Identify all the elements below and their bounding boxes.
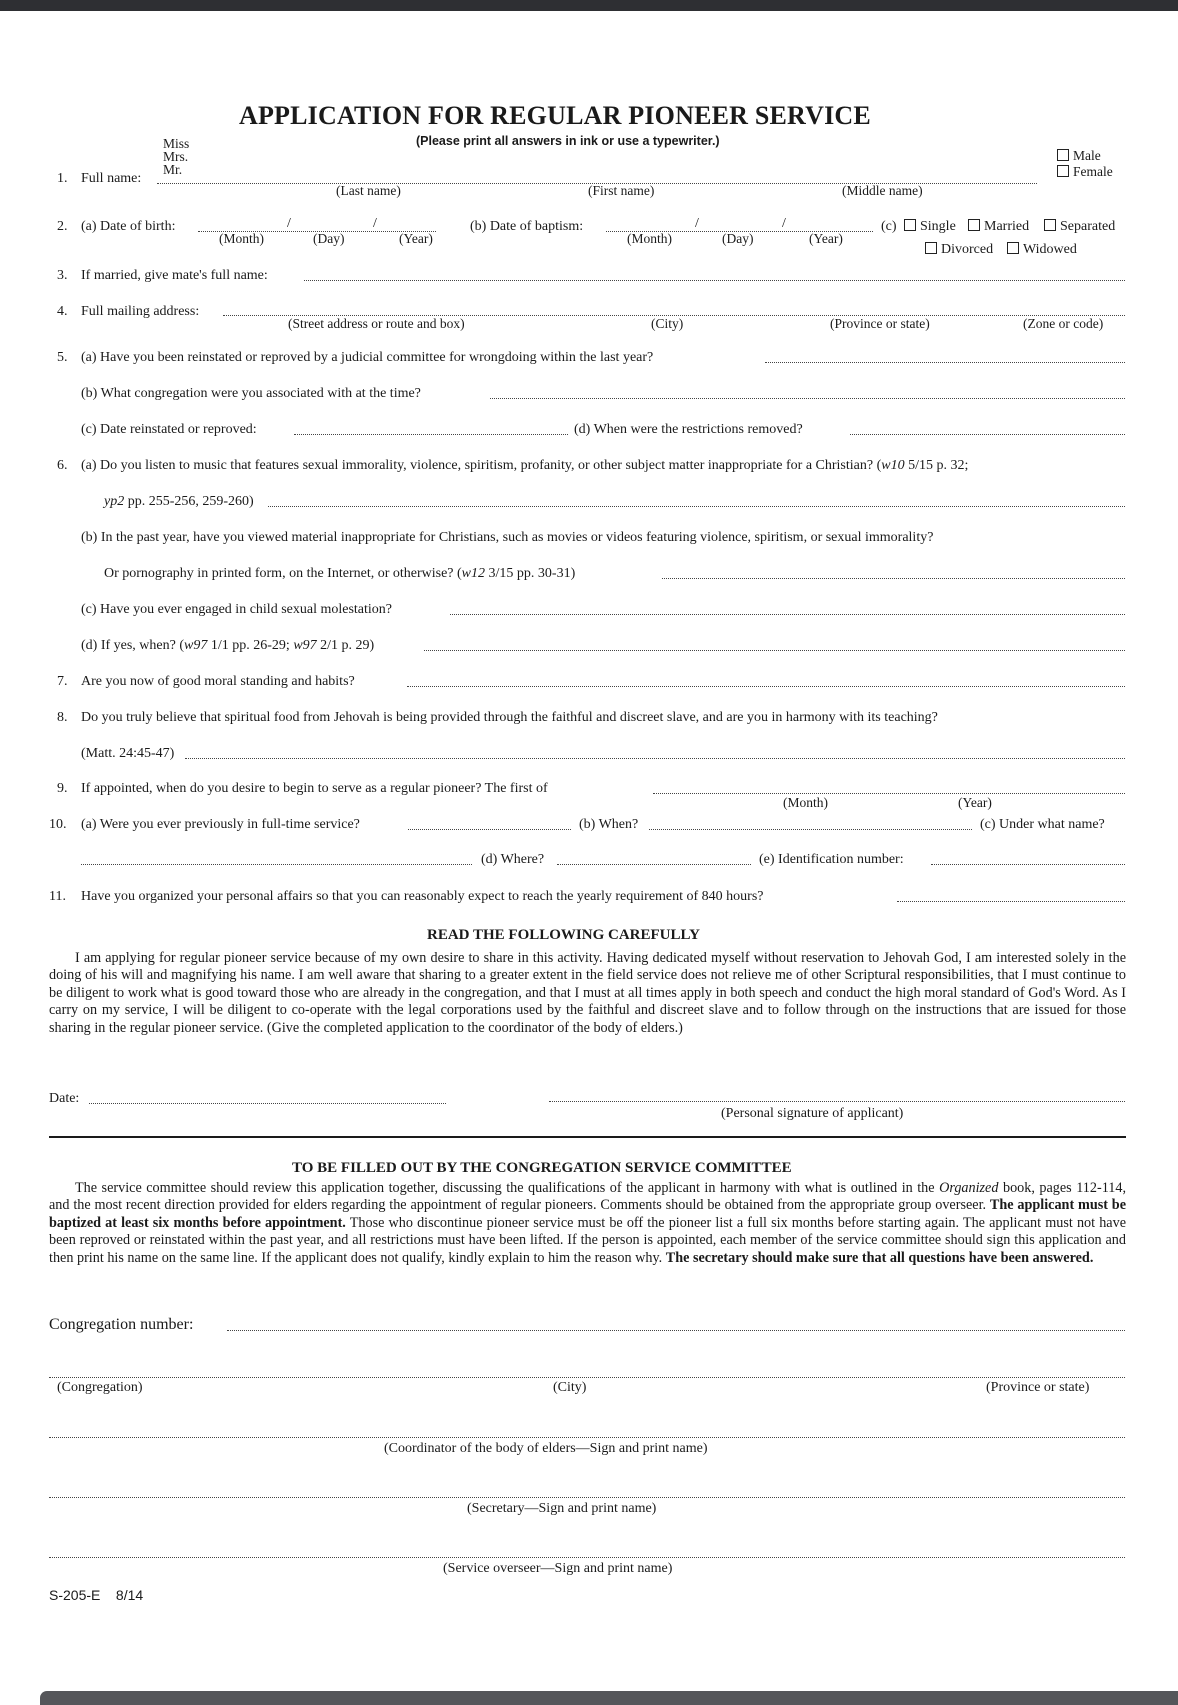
separated-label: Separated [1060,219,1116,234]
committee-heading: TO BE FILLED OUT BY THE CONGREGATION SERVICE COMMITTEE [292,1160,792,1176]
dob-slash-2: / [373,216,377,231]
divorced-label: Divorced [941,242,994,257]
q10b-label: (b) When? [579,817,639,832]
date-of-birth-label: (a) Date of birth: [81,219,176,234]
province-caption: (Province or state) [830,316,930,331]
service-overseer-caption: (Service overseer—Sign and print name) [443,1561,673,1576]
q8-field[interactable] [185,758,1125,759]
q7-field[interactable] [407,686,1125,687]
form-title: APPLICATION FOR REGULAR PIONEER SERVICE [239,101,871,130]
q10d-field[interactable] [557,864,751,865]
dob-day-caption: (Day) [313,231,345,246]
last-name-caption: (Last name) [336,183,401,198]
female-label: Female [1073,164,1113,179]
divorced-checkbox[interactable] [925,242,937,254]
q6a-line1: (a) Do you listen to music that features sexual immorality, violence, spiritism, profanity, or other subject matter inappropriate for a Christian? (w10 5/15 p. 32; [81,458,969,473]
status-married[interactable] [968,219,1029,235]
q5b-field[interactable] [490,398,1125,399]
zone-caption: (Zone or code) [1023,316,1104,331]
mailing-address-label: Full mailing address: [81,304,200,319]
q6b-line1: (b) In the past year, have you viewed material inappropriate for Christians, such as movies or videos featuring violence, spiritism, or sexual immorality? [81,530,934,545]
question-number-5: 5. [57,350,68,365]
mate-name-field[interactable] [304,280,1125,281]
q6c-label: (c) Have you ever engaged in child sexual molestation? [81,602,392,617]
congregation-city-field[interactable] [49,1377,1125,1378]
dobap-slash-2: / [782,216,786,231]
q10c-label: (c) Under what name? [980,817,1105,832]
committee-instructions: The service committee should review this application together, discussing the qualifications of the applicant in harmony with what is outlined in the Organized book, pages 112-114, and the most recent direction provided for elders regarding the appointment of regular pioneers. Comments should be obtained from the appropriate group overseer. The applicant must be baptized at least six months before appointment. Those who discontinue pioneer service must be off the pioneer list a full six months before starting again. The applicant must not have been reproved or reinstated within the past year, and all restrictions must have been lifted. If the person is appointed, each member of the service committee should sign this application and then print his name on the same line. If the applicant does not qualify, kindly explain to him the reason why. The secretary should make sure that all questions have been answered. [49,1180,1126,1266]
first-name-caption: (First name) [588,183,655,198]
q5b-label: (b) What congregation were you associated with at the time? [81,386,421,401]
q5d-label: (d) When were the restrictions removed? [574,422,803,437]
q9-year-caption: (Year) [958,795,992,810]
q6d-label: (d) If yes, when? (w97 1/1 pp. 26-29; w97 2/1 p. 29) [81,638,375,653]
dob-year-caption: (Year) [399,231,433,246]
q5c-label: (c) Date reinstated or reproved: [81,422,257,437]
baptism-day-caption: (Day) [722,231,754,246]
question-number-1: 1. [57,171,68,186]
cong-city-caption: (City) [553,1380,587,1395]
dob-month-caption: (Month) [219,231,264,246]
question-number-9: 9. [57,781,68,796]
widowed-checkbox[interactable] [1007,242,1019,254]
mate-name-label: If married, give mate's full name: [81,268,268,283]
q5a-label: (a) Have you been reinstated or reproved by a judicial committee for wrongdoing within the last year? [81,350,654,365]
street-caption: (Street address or route and box) [288,316,465,331]
congregation-caption: (Congregation) [57,1380,143,1395]
q10b-field[interactable] [649,829,972,830]
question-number-11: 11. [49,889,66,904]
middle-name-caption: (Middle name) [842,183,923,198]
cong-province-caption: (Province or state) [986,1380,1090,1395]
q9-month-caption: (Month) [783,795,828,810]
baptism-year-caption: (Year) [809,231,843,246]
congregation-number-label: Congregation number: [49,1316,194,1333]
form-subtitle: (Please print all answers in ink or use a typewriter.) [416,134,720,148]
male-label: Male [1073,148,1101,163]
bottom-scrollbar[interactable] [40,1691,1178,1705]
status-widowed[interactable] [1007,242,1077,258]
q6a-line2: yp2 pp. 255-256, 259-260) [104,494,254,509]
status-divorced[interactable] [925,242,993,258]
secretary-caption: (Secretary—Sign and print name) [467,1501,657,1516]
applicant-declaration: I am applying for regular pioneer service because of my own desire to share in this activity. Having dedicated myself without reservation to Jehovah God, I am interested solely in the doing of his will and magnifying his name. I am well aware that sharing to a greater extent in the field service does not relieve me of other Scriptural responsibilities, that I must continue to be diligent to work what is good toward those who are already in the congregation, and that I must at all times apply in both speech and conduct the high moral standard of God's Word. As I carry on my service, I will be diligent to co-operate with the legal corporations used by the faithful and discreet slave and to follow through on the instructions that are issued for those sharing in the regular pioneer service. (Give the completed application to the coordinator of the body of elders.) [49,950,1126,1036]
dobap-slash-1: / [695,216,699,231]
signature-caption: (Personal signature of applicant) [721,1106,904,1121]
q10e-field[interactable] [931,864,1125,865]
marital-status-label: (c) [881,219,897,234]
question-number-7: 7. [57,674,68,689]
q10d-label: (d) Where? [481,852,545,867]
married-label: Married [984,219,1030,234]
coordinator-caption: (Coordinator of the body of elders—Sign and print name) [384,1441,708,1456]
status-separated[interactable] [1044,219,1115,235]
question-number-6: 6. [57,458,68,473]
dob-slash-1: / [287,216,291,231]
married-checkbox[interactable] [968,219,980,231]
male-checkbox[interactable] [1057,149,1069,161]
q11-label: Have you organized your personal affairs so that you can reasonably expect to reach the yearly requirement of 840 hours? [81,889,764,904]
q8-line1: Do you truly believe that spiritual food from Jehovah is being provided through the faithful and discreet slave, and are you in harmony with its teaching? [81,710,938,725]
q8-line2: (Matt. 24:45-47) [81,746,175,761]
q6a-field[interactable] [268,506,1125,507]
secretary-signature-field[interactable] [49,1497,1125,1498]
q10a-field[interactable] [408,829,571,830]
question-number-8: 8. [57,710,68,725]
title-mr: Mr. [163,162,183,177]
q5d-field[interactable] [850,434,1125,435]
q6c-field[interactable] [450,614,1125,615]
single-label: Single [920,219,956,234]
service-overseer-signature-field[interactable] [49,1557,1125,1558]
question-number-2: 2. [57,219,68,234]
question-number-3: 3. [57,268,68,283]
q6d-field[interactable] [424,650,1125,651]
q10a-label: (a) Were you ever previously in full-time service? [81,817,360,832]
date-label: Date: [49,1091,80,1106]
section-divider [49,1136,1126,1138]
status-single[interactable] [904,219,956,235]
q10e-label: (e) Identification number: [759,852,904,867]
female-checkbox[interactable] [1057,165,1069,177]
q5a-field[interactable] [765,362,1125,363]
q7-label: Are you now of good moral standing and habits? [81,674,355,689]
read-carefully-heading: READ THE FOLLOWING CAREFULLY [427,927,700,943]
single-checkbox[interactable] [904,219,916,231]
congregation-number-field[interactable] [227,1330,1125,1331]
applicant-signature-field[interactable] [549,1101,1125,1102]
question-number-10: 10. [49,817,67,832]
date-of-baptism-label: (b) Date of baptism: [470,219,584,234]
q6b-field[interactable] [662,578,1125,579]
top-window-bar [0,0,1178,11]
q5c-field[interactable] [294,434,568,435]
form-code: S-205-E 8/14 [49,1587,144,1603]
full-name-label: Full name: [81,171,142,186]
q10c-field[interactable] [81,864,472,865]
q11-field[interactable] [897,901,1125,902]
widowed-label: Widowed [1023,242,1077,257]
title-mrs: Mrs. [163,149,189,164]
female-option[interactable] [1057,164,1113,179]
coordinator-signature-field[interactable] [49,1437,1125,1438]
baptism-month-caption: (Month) [627,231,672,246]
q9-label: If appointed, when do you desire to begin to serve as a regular pioneer? The first of [81,781,548,796]
question-number-4: 4. [57,304,68,319]
male-option[interactable] [1057,148,1101,163]
q6b-line2: Or pornography in printed form, on the Internet, or otherwise? (w12 3/15 pp. 30-31) [104,566,576,581]
city-caption: (City) [651,316,684,331]
q9-field[interactable] [653,793,1125,794]
title-miss: Miss [163,136,190,151]
date-field[interactable] [89,1103,446,1104]
separated-checkbox[interactable] [1044,219,1056,231]
